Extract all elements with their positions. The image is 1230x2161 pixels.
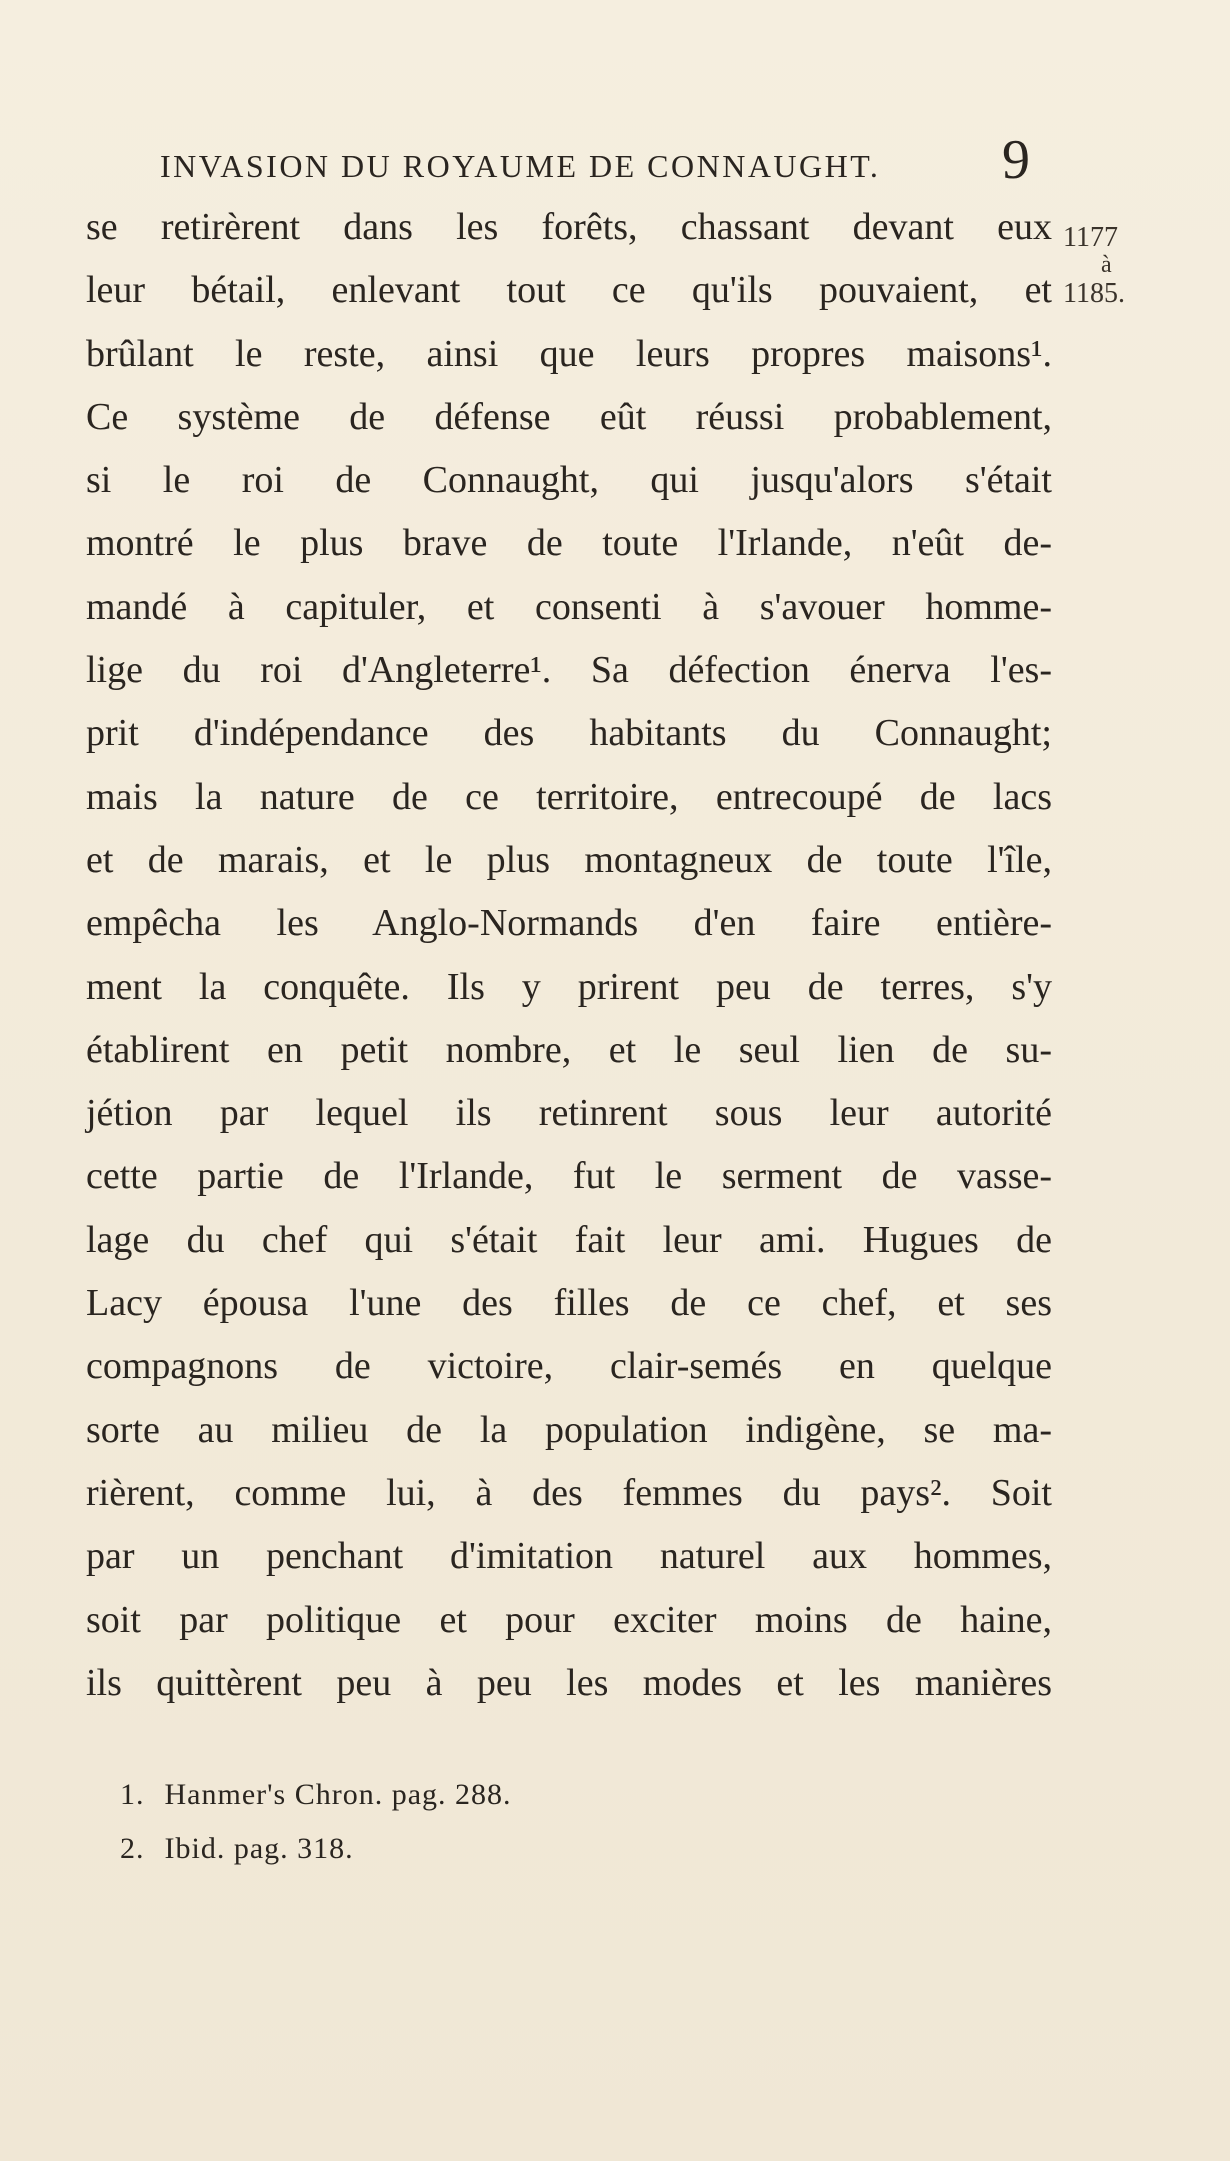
text-line: leur bétail, enlevant tout ce qu'ils pouvaient, et [86,269,1052,312]
text-line: soit par politique et pour exciter moins de haine, [86,1598,1052,1641]
text-line: empêcha les Anglo-Normands d'en faire entière- [86,902,1052,945]
footnote [120,1822,920,1876]
text-line: Ce système de défense eût réussi probablement, [86,395,1052,438]
text-line: se retirèrent dans les forêts, chassant devant eux [86,206,1052,248]
page-number: 9 [1002,129,1030,191]
footnote-number: 2. [120,1832,145,1865]
text-line: et de marais, et le plus montagneux de toute l'île, [86,838,1052,881]
text-line: rièrent, comme lui, à des femmes du pays². Soit [86,1471,1052,1514]
text-line: établirent en petit nombre, et le seul lien de su- [86,1028,1052,1071]
text-line: mais la nature de ce territoire, entrecoupé de lacs [86,775,1052,818]
text-line: sorte au milieu de la population indigène, se ma- [86,1408,1052,1451]
footnotes [120,1768,920,1876]
margin-date-start: 1177 [1063,222,1118,253]
margin-date-end: 1185. [1063,278,1125,309]
text-line: cette partie de l'Irlande, fut le serment de vasse- [86,1155,1052,1198]
text-line: lige du roi d'Angleterre¹. Sa défection énerva l'es- [86,649,1052,692]
text-line: par un penchant d'imitation naturel aux hommes, [86,1535,1052,1578]
text-line: montré le plus brave de toute l'Irlande, n'eût de- [86,522,1052,565]
footnote-number: 1. [120,1778,145,1811]
text-line: lage du chef qui s'était fait leur ami. Hugues de [86,1218,1052,1261]
running-head-title: INVASION DU ROYAUME DE CONNAUGHT. [160,148,881,184]
text-line: Lacy épousa l'une des filles de ce chef, et ses [86,1282,1052,1325]
text-line: jétion par lequel ils retinrent sous leur autorité [86,1092,1052,1135]
text-line: compagnons de victoire, clair-semés en quelque [86,1345,1052,1388]
footnote-text: Ibid. pag. 318. [164,1832,354,1865]
footnote [120,1768,920,1822]
running-head [160,129,1030,192]
body-text [86,196,1052,1715]
text-line: mandé à capituler, et consenti à s'avouer homme- [86,585,1052,628]
footnote-text: Hanmer's Chron. pag. 288. [164,1778,512,1811]
margin-date-separator: à [1101,252,1112,278]
text-line: si le roi de Connaught, qui jusqu'alors s'était [86,459,1052,502]
text-line: ment la conquête. Ils y prirent peu de terres, s'y [86,965,1052,1008]
text-line: ils quittèrent peu à peu les modes et les manières [86,1661,1052,1704]
text-line: prit d'indépendance des habitants du Connaught; [86,712,1052,755]
text-line: brûlant le reste, ainsi que leurs propres maisons¹. [86,332,1052,375]
